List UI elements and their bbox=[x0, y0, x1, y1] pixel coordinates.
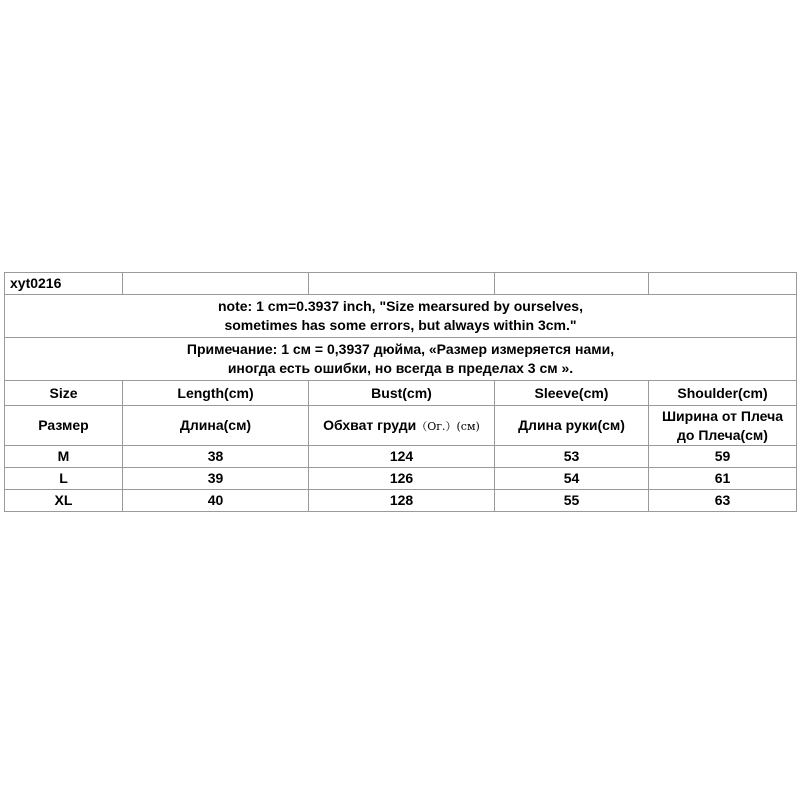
header-bust-ru-main: Обхват груди bbox=[323, 416, 417, 433]
note-en-line-2: sometimes has some errors, but always within 3cm." bbox=[224, 317, 577, 333]
header-shoulder-ru-line-1: Ширина от Плеча bbox=[661, 407, 784, 424]
header-bust: Bust(cm) bbox=[309, 381, 495, 406]
length-cell: 40 bbox=[123, 490, 309, 512]
note-en-line-1: note: 1 cm=0.3937 inch, "Size mearsured by ourselves, bbox=[218, 298, 583, 314]
header-size: Size bbox=[5, 381, 123, 406]
header-bust-ru bbox=[309, 406, 495, 446]
shoulder-cell: 61 bbox=[649, 468, 797, 490]
empty-cell bbox=[309, 273, 495, 295]
header-bust-ru-unit: （Ог.）(см) bbox=[416, 419, 480, 433]
note-ru-row bbox=[5, 338, 797, 381]
header-sleeve-ru: Длина руки(см) bbox=[495, 406, 649, 446]
header-length: Length(cm) bbox=[123, 381, 309, 406]
header-length-ru: Длина(см) bbox=[123, 406, 309, 446]
header-row-en bbox=[5, 381, 797, 406]
product-code: xyt0216 bbox=[5, 273, 123, 295]
note-en-row bbox=[5, 295, 797, 338]
product-code-row bbox=[5, 273, 797, 295]
empty-cell bbox=[649, 273, 797, 295]
sleeve-cell: 54 bbox=[495, 468, 649, 490]
sleeve-cell: 53 bbox=[495, 446, 649, 468]
header-row-ru bbox=[5, 406, 797, 446]
sleeve-cell: 55 bbox=[495, 490, 649, 512]
bust-cell: 124 bbox=[309, 446, 495, 468]
empty-cell bbox=[123, 273, 309, 295]
table-row bbox=[5, 468, 797, 490]
header-shoulder-ru bbox=[649, 406, 797, 446]
shoulder-cell: 59 bbox=[649, 446, 797, 468]
length-cell: 38 bbox=[123, 446, 309, 468]
shoulder-cell: 63 bbox=[649, 490, 797, 512]
size-chart bbox=[4, 272, 796, 512]
size-cell: L bbox=[5, 468, 123, 490]
table-row bbox=[5, 490, 797, 512]
header-size-ru: Размер bbox=[5, 406, 123, 446]
note-ru bbox=[5, 338, 797, 381]
header-sleeve: Sleeve(cm) bbox=[495, 381, 649, 406]
header-shoulder: Shoulder(cm) bbox=[649, 381, 797, 406]
note-ru-line-2: иногда есть ошибки, но всегда в пределах 3 см ». bbox=[227, 360, 574, 376]
size-cell: XL bbox=[5, 490, 123, 512]
length-cell: 39 bbox=[123, 468, 309, 490]
size-table bbox=[4, 272, 797, 512]
note-en bbox=[5, 295, 797, 338]
note-ru-line-1: Примечание: 1 см = 0,3937 дюйма, «Размер измеряется нами, bbox=[186, 341, 615, 357]
size-cell: M bbox=[5, 446, 123, 468]
bust-cell: 126 bbox=[309, 468, 495, 490]
bust-cell: 128 bbox=[309, 490, 495, 512]
table-row bbox=[5, 446, 797, 468]
empty-cell bbox=[495, 273, 649, 295]
header-shoulder-ru-line-2: до Плеча(см) bbox=[677, 426, 768, 443]
